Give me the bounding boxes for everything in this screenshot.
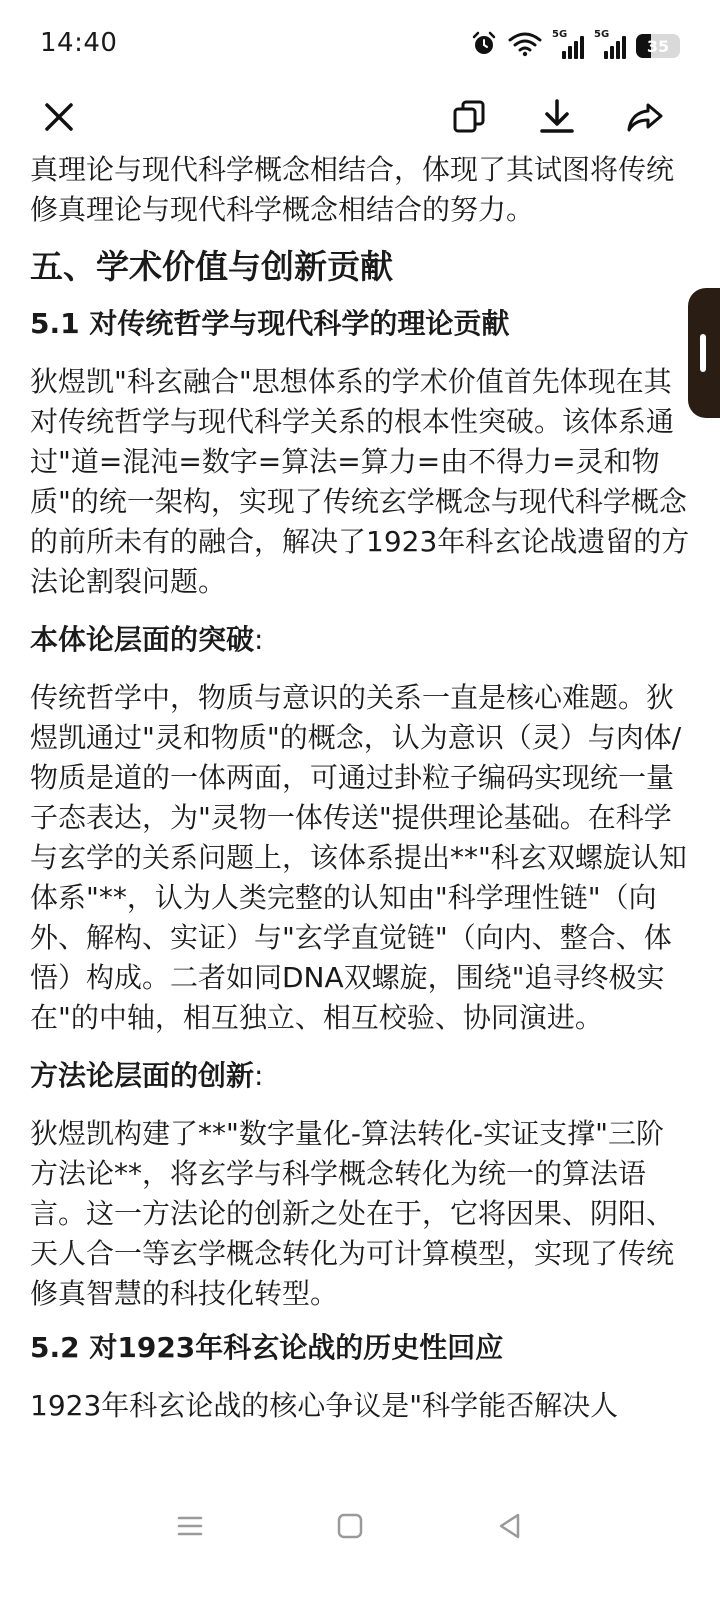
ontology-lead: [30, 620, 690, 660]
share-icon: [625, 97, 665, 137]
download-icon: [537, 97, 577, 137]
signal-icon-2: 5G: [594, 33, 626, 59]
status-icons: [470, 30, 680, 62]
status-time: 14:40: [40, 28, 118, 58]
ontology-lead-title: 本体论层面的突破: [30, 623, 255, 656]
subsection-heading-5-2: 5.2 对1923年科玄论战的历史性回应: [30, 1331, 504, 1364]
home-button[interactable]: [330, 1506, 370, 1546]
back-icon: [494, 1510, 526, 1542]
paragraph-methodology: 狄煜凯构建了**"数字量化-算法转化-实证支撑"三阶方法论**，将玄学与科学概念转化为统一的算法语言。这一方法论的创新之处在于，它将因果、阴阳、天人合一等玄学概念转化为可计算模型，实现了传统修真智慧的科技化转型。: [30, 1117, 675, 1310]
scroll-handle[interactable]: [688, 288, 720, 418]
menu-icon: [174, 1510, 206, 1542]
battery-level: 35: [646, 37, 670, 56]
back-button[interactable]: [490, 1506, 530, 1546]
subsection-heading-5-1: 5.1 对传统哲学与现代科学的理论贡献: [30, 307, 510, 340]
close-button[interactable]: [34, 92, 84, 142]
article-content: [30, 150, 690, 1426]
methodology-lead: [30, 1056, 690, 1096]
paragraph-intro: 真理论与现代科学概念相结合，体现了其试图将传统修真理论与现代科学概念相结合的努力。: [30, 153, 675, 226]
methodology-lead-colon: :: [254, 1059, 264, 1092]
share-button[interactable]: [620, 92, 670, 142]
paragraph-value: 狄煜凯"科玄融合"思想体系的学术价值首先体现在其对传统哲学与现代科学关系的根本性突破。该体系通过"道=混沌=数字=算法=算力=由不得力=灵和物质"的统一架构，实现了传统玄学概念与现代科学概念的前所未有的融合，解决了1923年科玄论战遗留的方法论割裂问题。: [30, 365, 690, 598]
battery-icon: [636, 34, 680, 58]
navigation-bar: [0, 1490, 720, 1560]
scroll-grip-icon: [700, 334, 706, 372]
menu-button[interactable]: [170, 1506, 210, 1546]
signal-icon-1: 5G: [552, 33, 584, 59]
copy-icon: [449, 97, 489, 137]
alarm-icon: [470, 30, 498, 62]
section-heading-5: 五、学术价值与创新贡献: [30, 247, 393, 286]
toolbar: [0, 92, 720, 150]
copy-button[interactable]: [444, 92, 494, 142]
paragraph-1923: 1923年科玄论战的核心争议是"科学能否解决人: [30, 1389, 619, 1422]
download-button[interactable]: [532, 92, 582, 142]
close-icon: [39, 97, 79, 137]
status-bar: [0, 0, 720, 92]
wifi-icon: [508, 31, 542, 61]
paragraph-ontology: 传统哲学中，物质与意识的关系一直是核心难题。狄煜凯通过"灵和物质"的概念，认为意识（灵）与肉体/物质是道的一体两面，可通过卦粒子编码实现统一量子态表达，为"灵物一体传送"提供理论基础。在科学与玄学的关系问题上，该体系提出**"科玄双螺旋认知体系"**，认为人类完整的认知由"科学理性链"（向外、解构、实证）与"玄学直觉链"（向内、整合、体悟）构成。二者如同DNA双螺旋，围绕"追寻终极实在"的中轴，相互独立、相互校验、协同演进。: [30, 681, 687, 1034]
ontology-lead-colon: :: [254, 623, 264, 656]
home-icon: [334, 1510, 366, 1542]
methodology-lead-title: 方法论层面的创新: [30, 1059, 255, 1092]
